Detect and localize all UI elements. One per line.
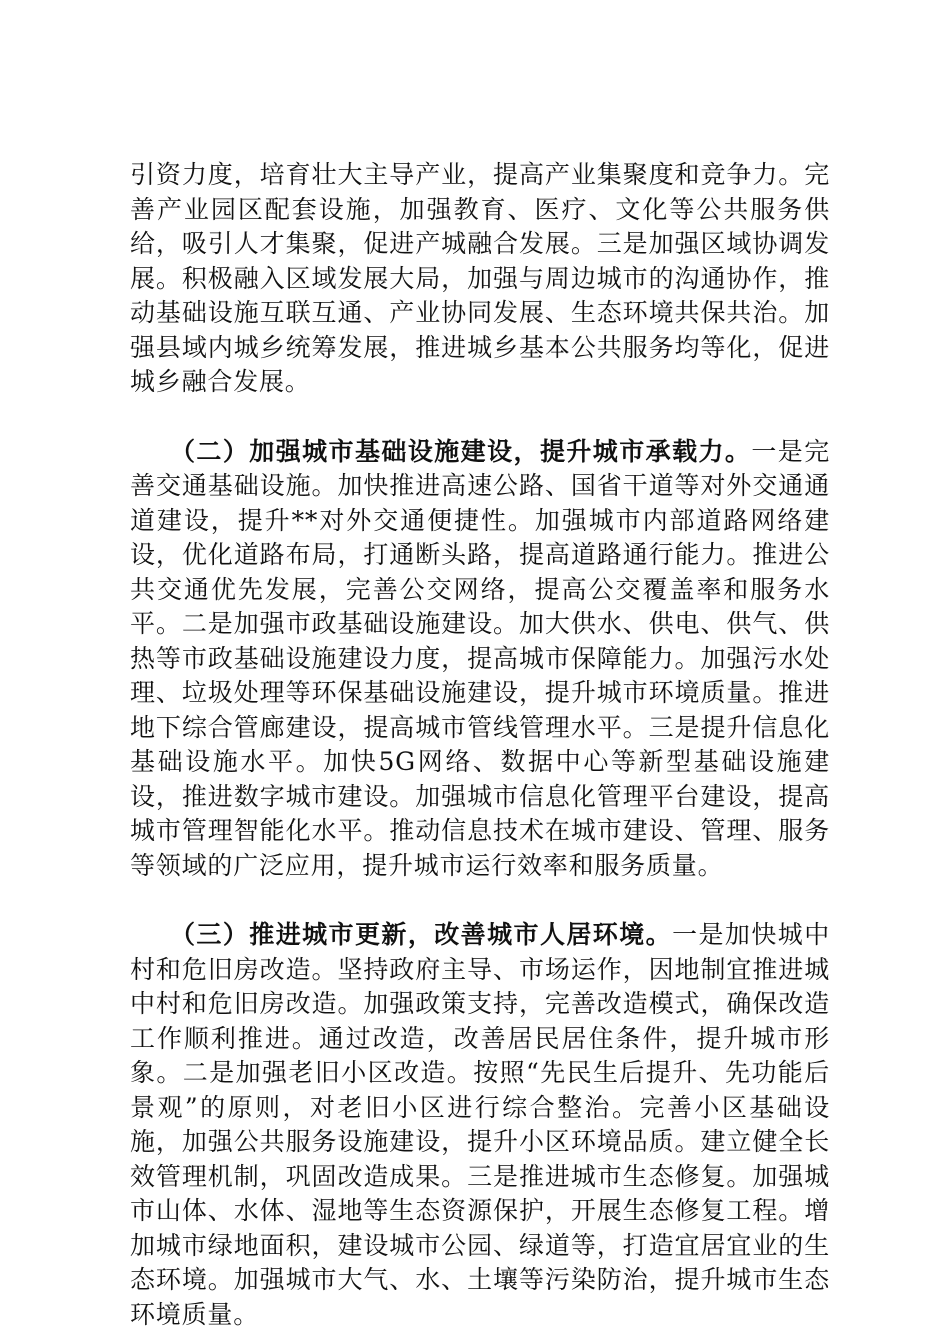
paragraph-urban-renewal xyxy=(130,918,830,1332)
paragraph-text: 引资力度，培育壮大主导产业，提高产业集聚度和竞争力。完善产业园区配套设施，加强教育、医疗、文化等公共服务供给，吸引人才集聚，促进产城融合发展。三是加强区域协调发展。积极融入区域发展大局，加强与周边城市的沟通协作，推动基础设施互联互通、产业协同发展、生态环境共保共治。加强县域内城乡统筹发展，推进城乡基本公共服务均等化，促进城乡融合发展。 xyxy=(130,160,830,396)
paragraph-gap xyxy=(130,400,830,435)
paragraph-text: 一是加快城中村和危旧房改造。坚持政府主导、市场运作，因地制宜推进城中村和危旧房改造。加强政策支持，完善改造模式，确保改造工作顺利推进。通过改造，改善居民居住条件，提升城市形象。二是加强老旧小区改造。按照“先民生后提升、先功能后景观”的原则，对老旧小区进行综合整治。完善小区基础设施，加强公共服务设施建设，提升小区环境品质。建立健全长效管理机制，巩固改造成果。三是推进城市生态修复。加强城市山体、水体、湿地等生态资源保护，开展生态修复工程。增加城市绿地面积，建设城市公园、绿道等，打造宜居宜业的生态环境。加强城市大气、水、土壤等污染防治，提升城市生态环境质量。 xyxy=(130,920,831,1329)
document-body xyxy=(130,158,830,1332)
paragraph-text: 一是完善交通基础设施。加快推进高速公路、国省干道等对外交通通道建设，提升**对外交通便捷性。加强城市内部道路网络建设，优化道路布局，打通断头路，提高道路通行能力。推进公共交通优先发展，完善公交网络，提高公交覆盖率和服务水平。二是加强市政基础设施建设。加大供水、供电、供气、供热等市政基础设施建设力度，提高城市保障能力。加强污水处理、垃圾处理等环保基础设施建设，提升城市环境质量。推进地下综合管廊建设，提高城市管线管理水平。三是提升信息化基础设施水平。加快5G网络、数据中心等新型基础设施建设，推进数字城市建设。加强城市信息化管理平台建设，提高城市管理智能化水平。推动信息技术在城市建设、管理、服务等领域的广泛应用，提升城市运行效率和服务质量。 xyxy=(130,436,830,880)
section-heading-3: （三）推进城市更新，改善城市人居环境。 xyxy=(170,920,673,949)
section-heading-2: （二）加强城市基础设施建设，提升城市承载力。 xyxy=(170,436,752,466)
paragraph-gap xyxy=(130,883,830,918)
paragraph-infrastructure xyxy=(130,435,830,884)
paragraph-continuation xyxy=(130,158,830,400)
